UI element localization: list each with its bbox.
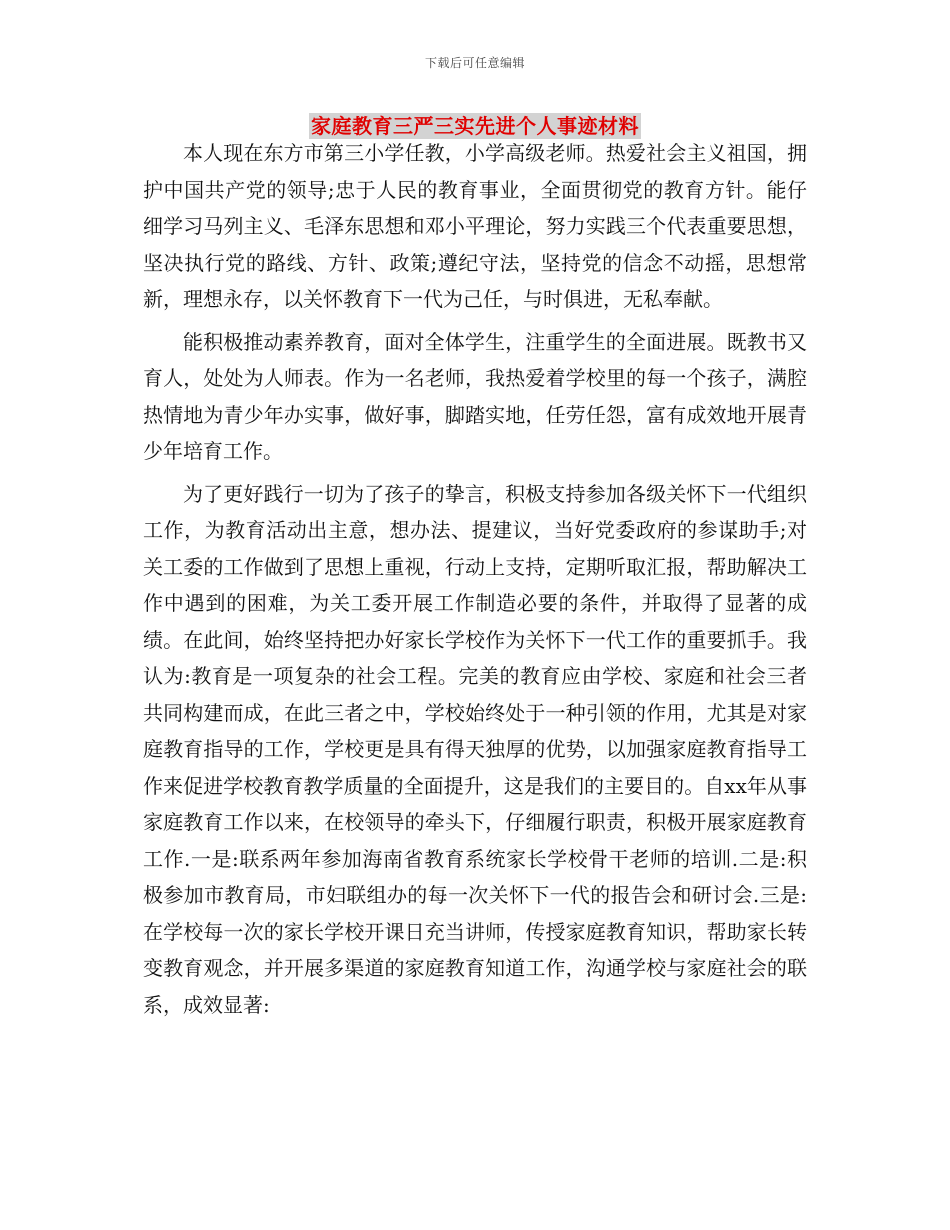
header-note: 下载后可任意编辑 xyxy=(424,56,525,70)
document-title: 家庭教育三严三实先进个人事迹材料 xyxy=(311,114,639,138)
paragraph-1: 本人现在东方市第三小学任教，小学高级老师。热爱社会主义祖国，拥护中国共产党的领导;忠于人民的教育事业，全面贯彻党的教育方针。能仔细学习马列主义、毛泽东思想和邓小平理论，努力实践三个代表重要思想，坚决执行党的路线、方针、政策;遵纪守法，坚持党的信念不动摇，思想常新，理想永存，以关怀教育下一代为己任，与时俱进，无私奉献。 xyxy=(143,141,807,311)
paragraph-2: 能积极推动素养教育，面对全体学生，注重学生的全面进展。既教书又育人，处处为人师表。作为一名老师，我热爱着学校里的每一个孩子，满腔热情地为青少年办实事，做好事，脚踏实地，任劳任怨，富有成效地开展青少年培育工作。 xyxy=(143,329,807,463)
paragraph-3: 为了更好践行一切为了孩子的挚言，积极支持参加各级关怀下一代组织工作，为教育活动出主意，想办法、提建议，当好党委政府的参谋助手;对关工委的工作做到了思想上重视，行动上支持，定期听取汇报，帮助解决工作中遇到的困难，为关工委开展工作制造必要的条件，并取得了显著的成绩。在此间，始终坚持把办好家长学校作为关怀下一代工作的重要抓手。我认为:教育是一项复杂的社会工程。完美的教育应由学校、家庭和社会三者共同构建而成，在此三者之中，学校始终处于一种引领的作用，尤其是对家庭教育指导的工作，学校更是具有得天独厚的优势，以加强家庭教育指导工作来促进学校教育教学质量的全面提升，这是我们的主要目的。自xx年从事家庭教育工作以来，在校领导的牵头下，仔细履行职责，积极开展家庭教育工作.一是:联系两年参加海南省教育系统家长学校骨干老师的培训.二是:积极参加市教育局，市妇联组办的每一次关怀下一代的报告会和研讨会.三是:在学校每一次的家长学校开课日充当讲师，传授家庭教育知识，帮助家长转变教育观念，并开展多渠道的家庭教育知道工作，沟通学校与家庭社会的联系，成效显著: xyxy=(143,481,807,1017)
document-body xyxy=(143,135,807,1029)
